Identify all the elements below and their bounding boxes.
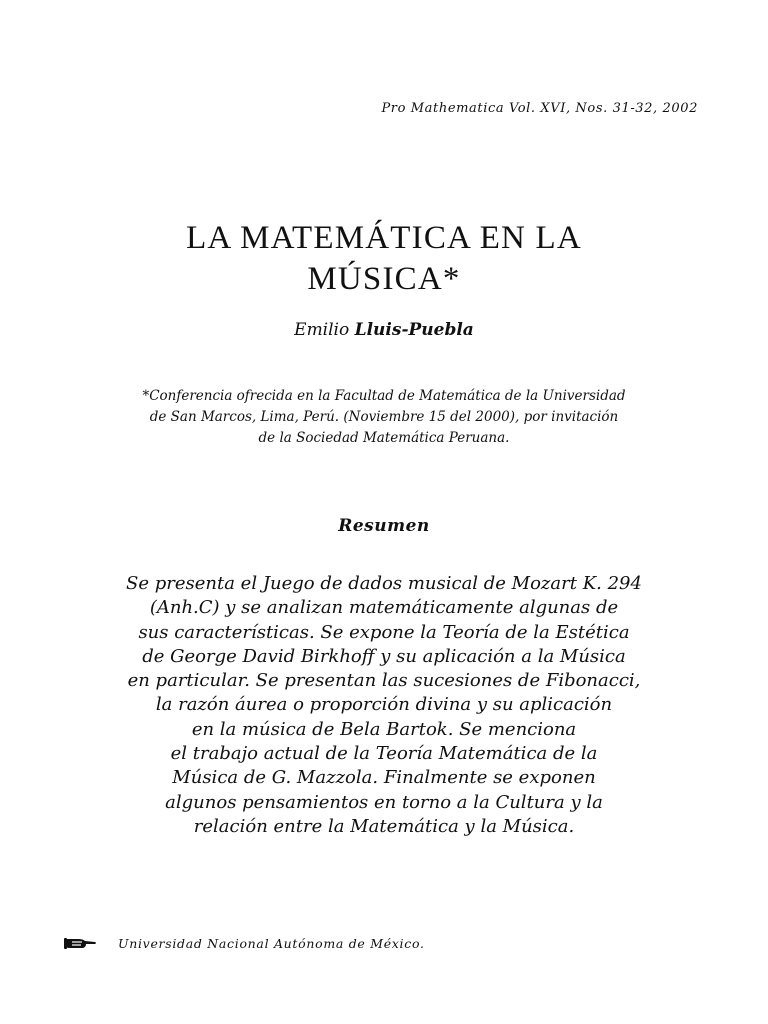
title-line-1: LA MATEMÁTICA EN LA bbox=[186, 220, 582, 256]
abstract-line: Se presenta el Juego de dados musical de Mozart K. 294 bbox=[126, 573, 642, 594]
footer-institution: Universidad Nacional Autónoma de México. bbox=[118, 935, 425, 951]
footnote-line: de San Marcos, Lima, Perú. (Noviembre 15 del 2000), por invitación bbox=[149, 409, 619, 425]
abstract-line: en la música de Bela Bartok. Se menciona bbox=[191, 718, 577, 740]
abstract-heading: Resumen bbox=[338, 516, 430, 536]
abstract-line: (Anh.C) y se analizan matemáticamente algunas de bbox=[149, 597, 619, 619]
abstract-line: sus características. Se expone la Teoría de la Estética bbox=[138, 621, 630, 643]
abstract-line: la razón áurea o proporción divina y su aplicación bbox=[155, 694, 613, 716]
title-line-2: MÚSICA* bbox=[307, 261, 461, 297]
footer bbox=[62, 934, 425, 952]
footnote-line: de la Sociedad Matemática Peruana. bbox=[258, 430, 510, 446]
abstract-line: en particular. Se presentan las sucesiones de Fibonacci, bbox=[127, 670, 641, 692]
author-first-name: Emilio bbox=[294, 320, 350, 340]
abstract-line: algunos pensamientos en torno a la Cultura y la bbox=[165, 791, 603, 813]
title-footnote bbox=[0, 386, 768, 449]
abstract-line: el trabajo actual de la Teoría Matemática de la bbox=[170, 743, 598, 765]
footnote-line: *Conferencia ofrecida en la Facultad de Matemática de la Universidad bbox=[142, 388, 626, 404]
author-surname: Lluis-Puebla bbox=[354, 320, 474, 340]
pointing-hand-icon bbox=[62, 934, 98, 952]
abstract-body bbox=[0, 572, 768, 839]
abstract-line: Música de G. Mazzola. Finalmente se exponen bbox=[172, 767, 596, 789]
abstract-line: relación entre la Matemática y la Música. bbox=[193, 815, 575, 837]
journal-citation: Pro Mathematica Vol. XVI, Nos. 31-32, 2002 bbox=[381, 101, 698, 116]
page-title bbox=[0, 218, 768, 300]
abstract-line: de George David Birkhoff y su aplicación a la Música bbox=[142, 645, 626, 667]
author-name bbox=[0, 320, 768, 340]
